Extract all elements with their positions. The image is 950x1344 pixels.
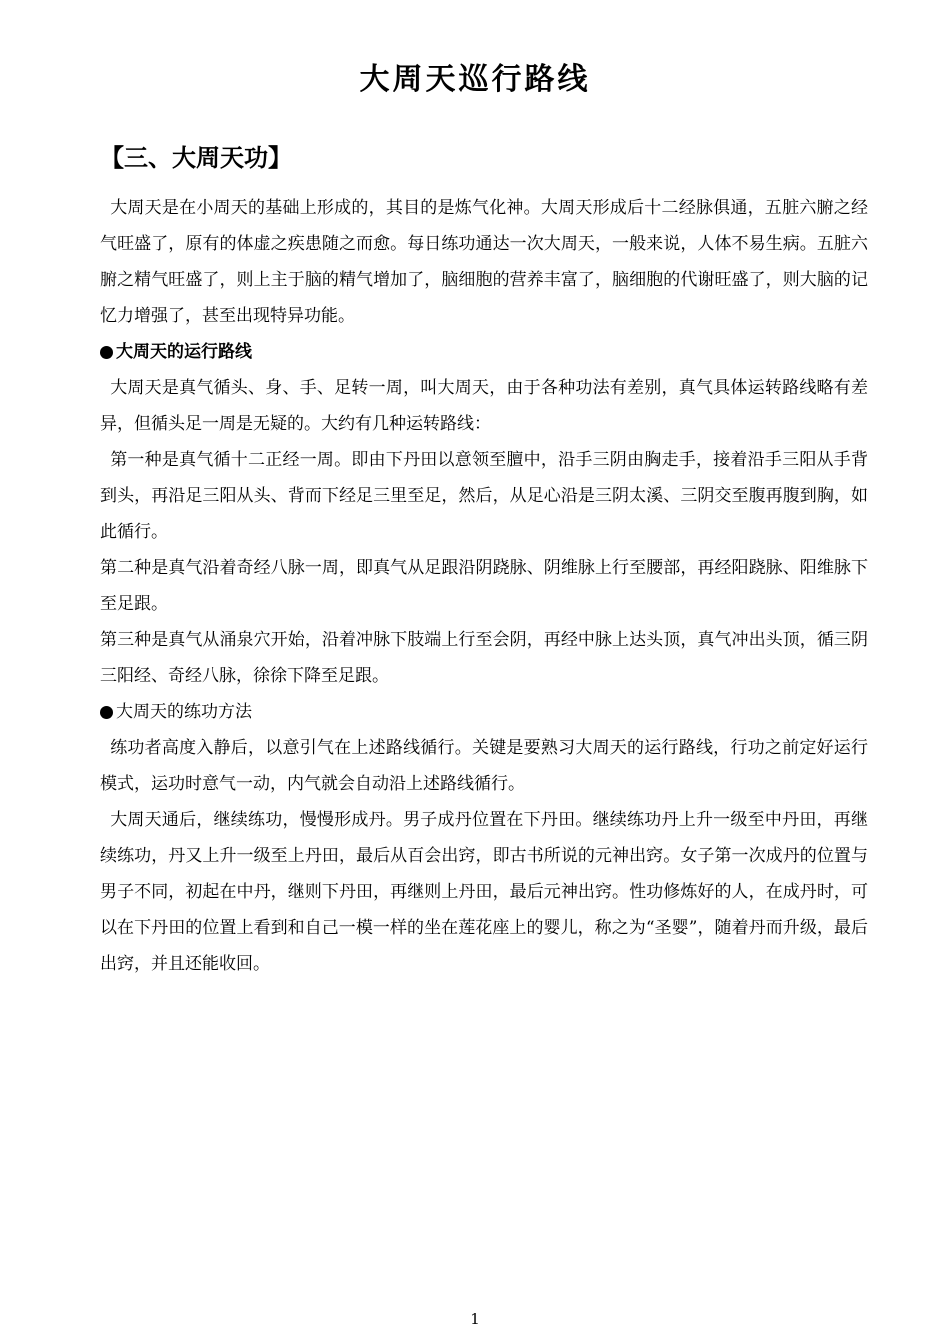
page-title: 大周天巡行路线 xyxy=(359,62,591,97)
page-number: 1 xyxy=(470,1310,480,1328)
document-body xyxy=(100,190,868,982)
method-one-paragraph: 练功者高度入静后，以意引气在上述路线循行。关键是要熟习大周天的运行路线，行功之前定好运行模式，运功时意气一动，内气就会自动沿上述路线循行。 xyxy=(100,738,868,794)
section-heading: 【三、大周天功】 xyxy=(100,143,292,172)
route-heading-label: 大周天的运行路线 xyxy=(116,342,252,362)
route-heading xyxy=(100,334,868,370)
method-heading xyxy=(100,694,868,730)
route-three-paragraph: 第三种是真气从涌泉穴开始，沿着冲脉下肢端上行至会阴，再经中脉上达头顶，真气冲出头顶，循三阴三阳经、奇经八脉，徐徐下降至足跟。 xyxy=(100,630,868,686)
route-intro-paragraph: 大周天是真气循头、身、手、足转一周，叫大周天，由于各种功法有差别，真气具体运转路线略有差异，但循头足一周是无疑的。大约有几种运转路线： xyxy=(100,378,868,434)
bullet-icon xyxy=(100,706,113,719)
bullet-icon xyxy=(100,346,113,359)
method-heading-label: 大周天的练功方法 xyxy=(116,702,252,722)
route-two-paragraph: 第二种是真气沿着奇经八脉一周，即真气从足跟沿阴跷脉、阴维脉上行至腰部，再经阳跷脉、阳维脉下至足跟。 xyxy=(100,558,868,614)
intro-paragraph: 大周天是在小周天的基础上形成的，其目的是炼气化神。大周天形成后十二经脉俱通，五脏六腑之经气旺盛了，原有的体虚之疾患随之而愈。每日练功通达一次大周天，一般来说，人体不易生病。五脏六腑之精气旺盛了，则上主于脑的精气增加了，脑细胞的营养丰富了，脑细胞的代谢旺盛了，则大脑的记忆力增强了，甚至出现特异功能。 xyxy=(100,198,868,326)
method-two-paragraph: 大周天通后，继续练功，慢慢形成丹。男子成丹位置在下丹田。继续练功丹上升一级至中丹田，再继续练功，丹又上升一级至上丹田，最后从百会出窍，即古书所说的元神出窍。女子第一次成丹的位置与男子不同，初起在中丹，继则下丹田，再继则上丹田，最后元神出窍。性功修炼好的人，在成丹时，可以在下丹田的位置上看到和自己一模一样的坐在莲花座上的婴儿，称之为“圣婴”，随着丹而升级，最后出窍，并且还能收回。 xyxy=(100,810,868,974)
route-one-paragraph: 第一种是真气循十二正经一周。即由下丹田以意领至膻中，沿手三阴由胸走手，接着沿手三阳从手背到头，再沿足三阳从头、背而下经足三里至足，然后，从足心沿是三阴太溪、三阴交至腹再腹到胸，如此循行。 xyxy=(100,450,868,542)
